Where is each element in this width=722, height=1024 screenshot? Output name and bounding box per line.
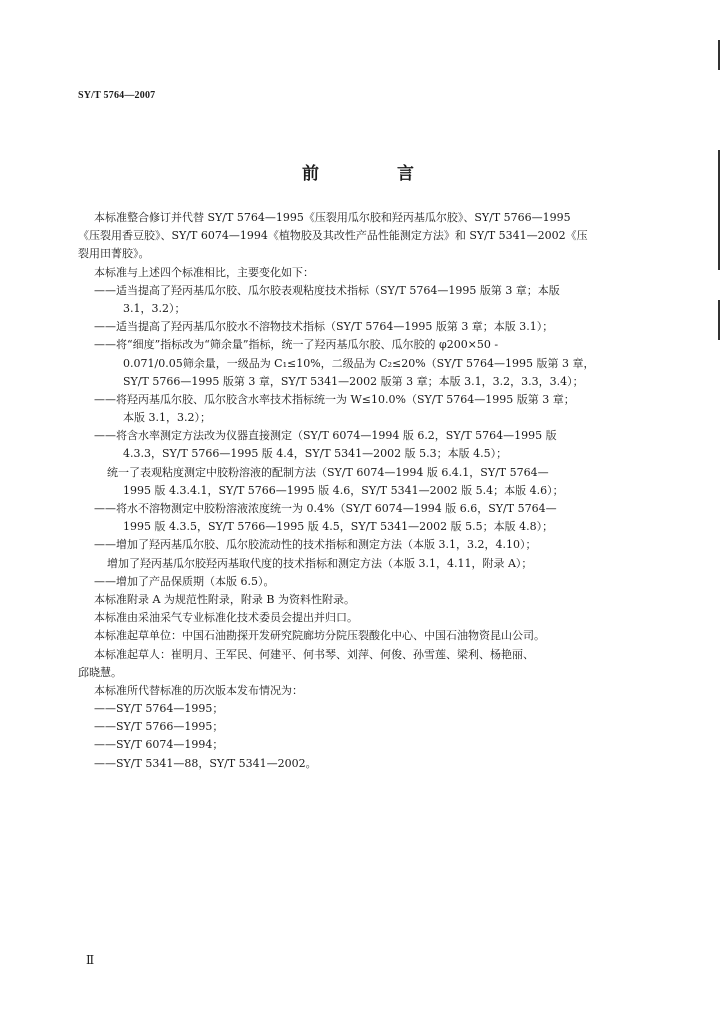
text-line: ——将“细度”指标改为“筛余量”指标，统一了羟丙基瓜尔胶、瓜尔胶的 φ200×50 - — [94, 338, 499, 352]
text-line: ——将含水率测定方法改为仪器直接测定（SY/T 6074—1994 版 6.2，SY/T 5764—1995 版 — [94, 429, 557, 443]
page-number: Ⅱ — [86, 953, 95, 967]
text-line: ——将水不溶物测定中胶粉溶液浓度统一为 0.4%（SY/T 6074—1994 版 6.6，SY/T 5764— — [94, 502, 557, 515]
text-line: 1995 版 4.3.5，SY/T 5766—1995 版 4.5，SY/T 5341—2002 版 5.5；本版 4.8）； — [123, 520, 554, 534]
text-line: 裂用田菁胶》。 — [78, 247, 150, 261]
text-line: 本标准与上述四个标准相比，主要变化如下： — [94, 265, 314, 279]
text-line: ——SY/T 6074—1994； — [94, 738, 224, 752]
text-line: ——SY/T 5341—88，SY/T 5341—2002。 — [94, 756, 317, 770]
text-line: ——适当提高了羟丙基瓜尔胶水不溶物技术指标（SY/T 5764—1995 版第 3 章；本版 3.1）； — [94, 320, 554, 334]
text-line: ——SY/T 5764—1995； — [94, 702, 224, 716]
text-line: SY/T 5766—1995 版第 3 章，SY/T 5341—2002 版第 3 章；本版 3.1，3.2，3.3，3.4）； — [123, 374, 584, 388]
section-title: 前 言 — [302, 164, 450, 184]
scan-edge-artifact — [714, 0, 720, 1024]
standard-number-header: SY/T 5764—2007 — [78, 90, 156, 101]
text-line: 增加了羟丙基瓜尔胶羟丙基取代度的技术指标和测定方法（本版 3.1，4.11，附录 A）； — [107, 556, 533, 570]
text-line: ——SY/T 5766—1995； — [94, 720, 224, 734]
text-line: 本标准所代替标准的历次版本发布情况为： — [94, 683, 303, 697]
text-line: 1995 版 4.3.4.1，SY/T 5766—1995 版 4.6，SY/T 5341—2002 版 5.4；本版 4.6）； — [123, 483, 564, 497]
text-line: 4.3.3，SY/T 5766—1995 版 4.4，SY/T 5341—2002 版 5.3；本版 4.5）； — [123, 447, 508, 461]
text-line: 本标准附录 A 为规范性附录，附录 B 为资料性附录。 — [94, 592, 356, 606]
text-line: 邱晓慧。 — [78, 665, 122, 679]
text-line: ——适当提高了羟丙基瓜尔胶、瓜尔胶表观粘度技术指标（SY/T 5764—1995 版第 3 章；本版 — [94, 283, 560, 297]
text-line: 本版 3.1，3.2）； — [123, 411, 211, 425]
text-line: ——将羟丙基瓜尔胶、瓜尔胶含水率技术指标统一为 W≤10.0%（SY/T 5764—1995 版第 3 章； — [94, 392, 575, 406]
text-line: 0.071/0.05筛余量，一级品为 C₁≤10%，二级品为 C₂≤20%（SY/T 5764—1995 版第 3 章， — [123, 356, 595, 370]
text-line: ——增加了羟丙基瓜尔胶、瓜尔胶流动性的技术指标和测定方法（本版 3.1，3.2，4.10）； — [94, 538, 537, 552]
text-line: ——增加了产品保质期（本版 6.5）。 — [94, 574, 275, 588]
text-line: 本标准起草人：崔明月、王军民、何建平、何书琴、刘萍、何俊、孙雪莲、梁利、杨艳丽、 — [94, 647, 534, 661]
text-line: 本标准由采油采气专业标准化技术委员会提出并归口。 — [94, 611, 358, 625]
text-line: 本标准整合修订并代替 SY/T 5764—1995《压裂用瓜尔胶和羟丙基瓜尔胶》、SY/T 5766—1995 — [94, 211, 571, 224]
text-line: 本标准起草单位：中国石油勘探开发研究院廊坊分院压裂酸化中心、中国石油物资昆山公司。 — [94, 629, 545, 643]
text-line: 统一了表观粘度测定中胶粉溶液的配制方法（SY/T 6074—1994 版 6.4.1，SY/T 5764— — [107, 465, 549, 479]
foreword-body — [78, 209, 638, 773]
text-line: 《压裂用香豆胶》、SY/T 6074—1994《植物胶及其改性产品性能测定方法》和 SY/T 5341—2002《压 — [78, 229, 588, 243]
text-line: 3.1，3.2）； — [123, 301, 186, 315]
